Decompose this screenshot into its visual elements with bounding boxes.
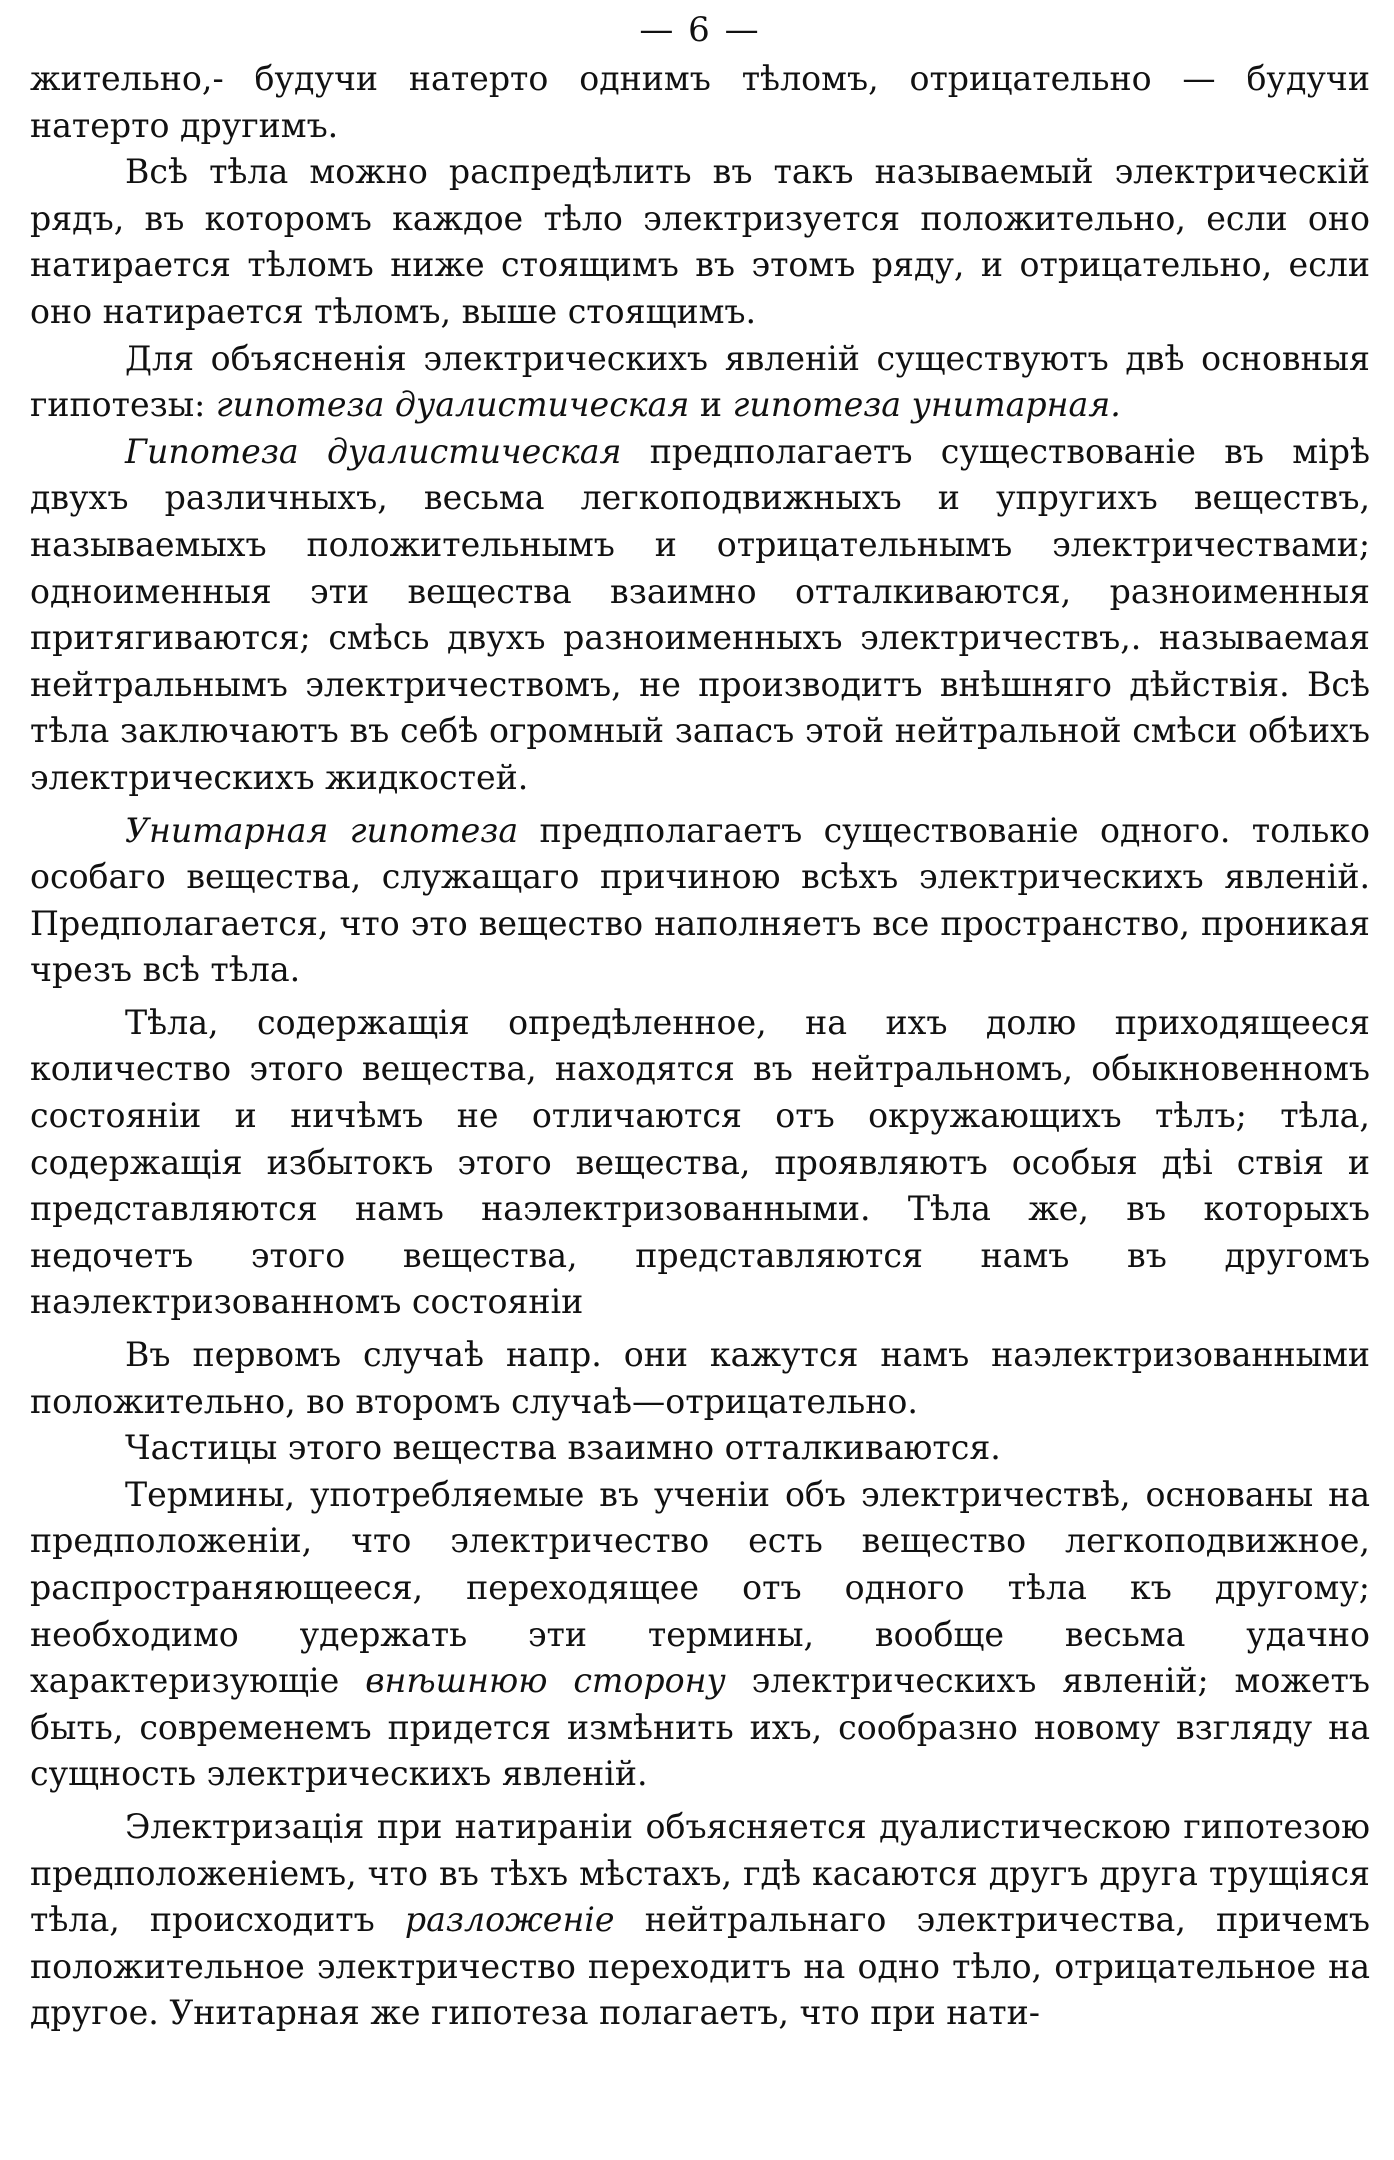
text-run: Термины, употребляемые въ ученіи объ электричествѣ, основаны на предположеніи, что электричество есть вещество легкоподвижное, распространяющееся, переходящее отъ одного тѣла къ другому; необходимо удержать эти термины, вообще весьма удачно характеризующіе xyxy=(30,1474,1370,1701)
text-run: Всѣ тѣла можно распредѣлить въ такъ называемый электрическій рядъ, въ которомъ каждое тѣло электризуется положительно, если оно натирается тѣломъ ниже стоящимъ въ этомъ ряду, и отрицательно, если оно натирается тѣломъ, выше стоящимъ. xyxy=(30,152,1370,331)
page-number: — 6 — xyxy=(639,10,761,50)
italic-run: Унитарная гипотеза xyxy=(125,810,519,850)
text-run: предполагаетъ существованіе въ мірѣ двухъ различныхъ, весьма легкоподвижныхъ и упругихъ веществъ, называемыхъ положительнымъ и отрицательнымъ электричествами; одноименныя эти вещества взаимно отталкиваются, разноименныя притягиваются; смѣсь двухъ разноименныхъ электричествъ,. называемая нейтральнымъ электричествомъ, не производитъ внѣшняго дѣйствія. Всѣ тѣла заключаютъ въ себѣ огромный запасъ этой нейтральной смѣси обѣихъ электрическихъ жидкостей. xyxy=(30,431,1370,797)
text-run: электрическихъ явленій; можетъ быть, современемъ придется измѣнить ихъ, сообразно новому взгляду на сущность электрическихъ явленій. xyxy=(30,1661,1371,1794)
paragraph xyxy=(30,56,1370,149)
paragraph xyxy=(30,1804,1370,2037)
paragraph xyxy=(30,149,1370,335)
text-run: предполагаетъ существованіе одного. только особаго вещества, служащаго причиною всѣхъ электрическихъ явленій. Предполагается, что это вещество наполняетъ все пространство, проникая чрезъ всѣ тѣла. xyxy=(30,810,1370,990)
text-run: и xyxy=(689,385,733,425)
text-run: жительно,- будучи натерто однимъ тѣломъ, отрицательно — будучи натерто другимъ. xyxy=(30,59,1370,145)
paragraph xyxy=(30,1425,1370,1472)
body-text xyxy=(30,56,1370,2037)
paragraph xyxy=(30,1332,1370,1425)
text-run: нейтральнаго электричества, причемъ положительное электричество переходитъ на одно тѣло, отрицательное на другое. Унитарная же гипотеза полагаетъ, что при нати- xyxy=(30,1900,1370,2033)
italic-run: внѣшнюю сторону xyxy=(365,1661,726,1701)
italic-run: гипотеза дуалистическая xyxy=(215,385,690,425)
text-run: Тѣла, содержащія опредѣленное, на ихъ долю приходящееся количество этого вещества, находятся въ нейтральномъ, обыкновенномъ состояніи и ничѣмъ не отличаются отъ окружающихъ тѣлъ; тѣла, содержащія избытокъ этого вещества, проявляютъ особыя дѣі ствія и представляются намъ наэлектризованными. Тѣла же, въ которыхъ недочетъ этого вещества, представляются намъ въ другомъ наэлектризованномъ состояніи xyxy=(30,1002,1370,1322)
text-run: Электризація при натираніи объясняется дуалистическою гипотезою предположеніемъ, что въ тѣхъ мѣстахъ, гдѣ касаются другъ друга трущіяся тѣла, происходитъ xyxy=(30,1806,1370,1940)
text-run: Частицы этого вещества взаимно отталкиваются. xyxy=(125,1428,1001,1468)
italic-run: гипотеза унитарная. xyxy=(732,385,1121,425)
paragraph xyxy=(30,1000,1370,1326)
paragraph xyxy=(30,1472,1370,1798)
italic-run: Гипотеза дуалистическая xyxy=(125,431,622,471)
paragraph xyxy=(30,429,1370,802)
paragraph xyxy=(30,808,1370,994)
text-run: Въ первомъ случаѣ напр. они кажутся намъ наэлектризованными положительно, во второмъ случаѣ—отрицательно. xyxy=(30,1335,1370,1421)
text-run: Для объясненія электрическихъ явленій существуютъ двѣ основныя гипотезы: xyxy=(30,338,1370,425)
paragraph xyxy=(30,336,1370,429)
italic-run: разложеніе xyxy=(404,1900,615,1940)
